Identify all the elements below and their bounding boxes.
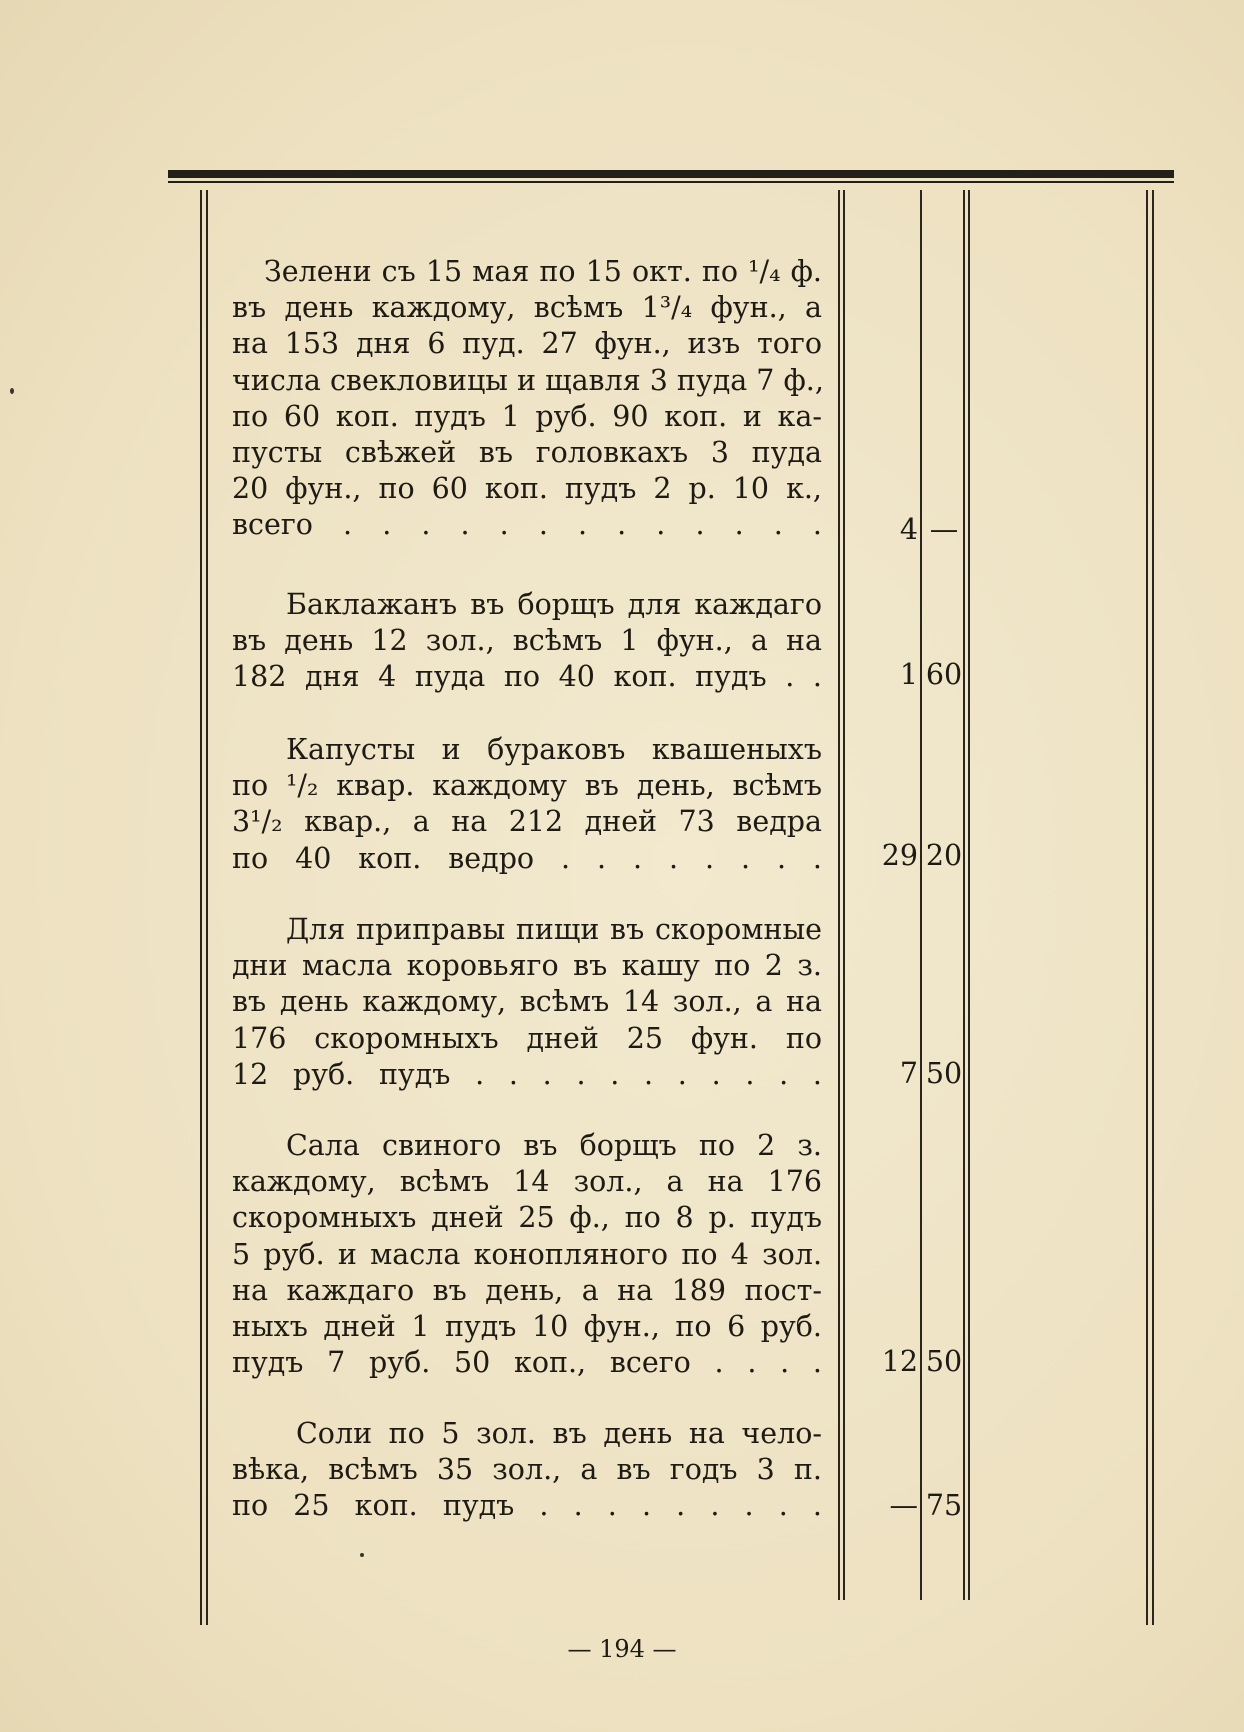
entry-line: всего . . . . . . . . . . . . . bbox=[232, 508, 822, 542]
entry-line: 182 дня 4 пуда по 40 коп. пудъ . . bbox=[232, 660, 822, 694]
entry-line: каждому, всѣмъ 14 зол., а на 176 bbox=[232, 1165, 822, 1199]
column-rule-right-inner bbox=[1152, 190, 1154, 1625]
column-rule-rub-kop bbox=[920, 190, 922, 1600]
entry-line: въ день 12 зол., всѣмъ 1 фун., а на bbox=[232, 624, 822, 658]
entry-line: пудъ 7 руб. 50 коп., всего . . . . bbox=[232, 1346, 822, 1380]
entry-line: въ день каждому, всѣмъ 14 зол., а на bbox=[232, 985, 822, 1019]
column-rule-text-right-a bbox=[838, 190, 840, 1600]
entry-line: 20 фун., по 60 коп. пудъ 2 р. 10 к., bbox=[232, 472, 822, 506]
entry-line: Баклажанъ въ борщъ для каждаго bbox=[286, 588, 822, 621]
entry-eggplant bbox=[232, 587, 822, 696]
ink-speck bbox=[360, 1553, 364, 1557]
column-rule-left-outer bbox=[200, 190, 202, 1625]
entry-greens bbox=[232, 254, 822, 544]
amount-rubles: 4 bbox=[899, 513, 918, 546]
entry-line: ныхъ дней 1 пудъ 10 фун., по 6 руб. bbox=[232, 1310, 822, 1344]
header-rule-thin bbox=[168, 181, 1174, 183]
entry-butter bbox=[232, 912, 822, 1093]
column-rule-kop-right-a bbox=[963, 190, 965, 1600]
column-rule-kop-right-b bbox=[968, 190, 970, 1600]
entry-line: по 60 коп. пудъ 1 руб. 90 коп. и ка- bbox=[232, 399, 822, 433]
entry-line: 176 скоромныхъ дней 25 фун. по bbox=[232, 1021, 822, 1055]
amount-rubles: 7 bbox=[899, 1057, 918, 1090]
column-rule-text-right-b bbox=[843, 190, 845, 1600]
amount-kopecks: 20 bbox=[925, 839, 963, 872]
entry-line: по ¹/₂ квар. каждому въ день, всѣмъ bbox=[232, 769, 822, 803]
entry-line: скоромныхъ дней 25 ф., по 8 р. пудъ bbox=[232, 1201, 822, 1235]
entry-line: пусты свѣжей въ головкахъ 3 пуда bbox=[232, 436, 822, 470]
entry-line: на 153 дня 6 пуд. 27 фун., изъ того bbox=[232, 327, 822, 361]
entry-line: по 25 коп. пудъ . . . . . . . . . bbox=[232, 1489, 822, 1523]
amount-kopecks: 50 bbox=[925, 1057, 963, 1090]
entry-line: Сала свиного въ борщъ по 2 з. bbox=[286, 1129, 822, 1162]
entry-line: Соли по 5 зол. въ день на чело- bbox=[296, 1417, 822, 1450]
column-rule-right-outer bbox=[1146, 190, 1148, 1625]
amount-rubles: 12 bbox=[881, 1345, 918, 1378]
amount-rubles: 1 bbox=[899, 658, 918, 691]
column-rule-left-inner bbox=[206, 190, 208, 1625]
page-number: — 194 — bbox=[567, 1635, 677, 1663]
entry-line: числа свекловицы и щавля 3 пуда 7 ф., bbox=[232, 363, 824, 397]
entry-line: Зелени съ 15 мая по 15 окт. по ¹/₄ ф. bbox=[264, 255, 822, 288]
entry-salt bbox=[232, 1416, 822, 1525]
amount-kopecks: 60 bbox=[925, 658, 963, 691]
entry-line: по 40 коп. ведро . . . . . . . . bbox=[232, 841, 822, 875]
entry-sauerkraut bbox=[232, 732, 822, 877]
header-rule-thick bbox=[168, 170, 1174, 178]
entry-line: вѣка, всѣмъ 35 зол., а въ годъ 3 п. bbox=[232, 1453, 822, 1487]
entry-line: 12 руб. пудъ . . . . . . . . . . . bbox=[232, 1057, 822, 1091]
entry-line: въ день каждому, всѣмъ 1³/₄ фун., а bbox=[232, 291, 822, 325]
entry-line: 3¹/₂ квар., а на 212 дней 73 ведра bbox=[232, 805, 822, 839]
amount-kopecks: 75 bbox=[925, 1489, 963, 1522]
amount-rubles: — bbox=[889, 1489, 918, 1522]
ink-speck bbox=[10, 388, 14, 394]
entry-line: Капусты и бураковъ квашеныхъ bbox=[286, 733, 822, 766]
entry-line: дни масла коровьяго въ кашу по 2 з. bbox=[232, 949, 822, 983]
amount-kopecks: 50 bbox=[925, 1345, 963, 1378]
entry-lard-oil bbox=[232, 1128, 822, 1381]
entry-line: 5 руб. и масла конопляного по 4 зол. bbox=[232, 1237, 822, 1271]
entry-line: Для приправы пищи въ скоромные bbox=[286, 913, 822, 946]
entry-line: на каждаго въ день, а на 189 пост- bbox=[232, 1273, 822, 1307]
amount-kopecks: — bbox=[929, 513, 959, 546]
amount-rubles: 29 bbox=[881, 839, 918, 872]
